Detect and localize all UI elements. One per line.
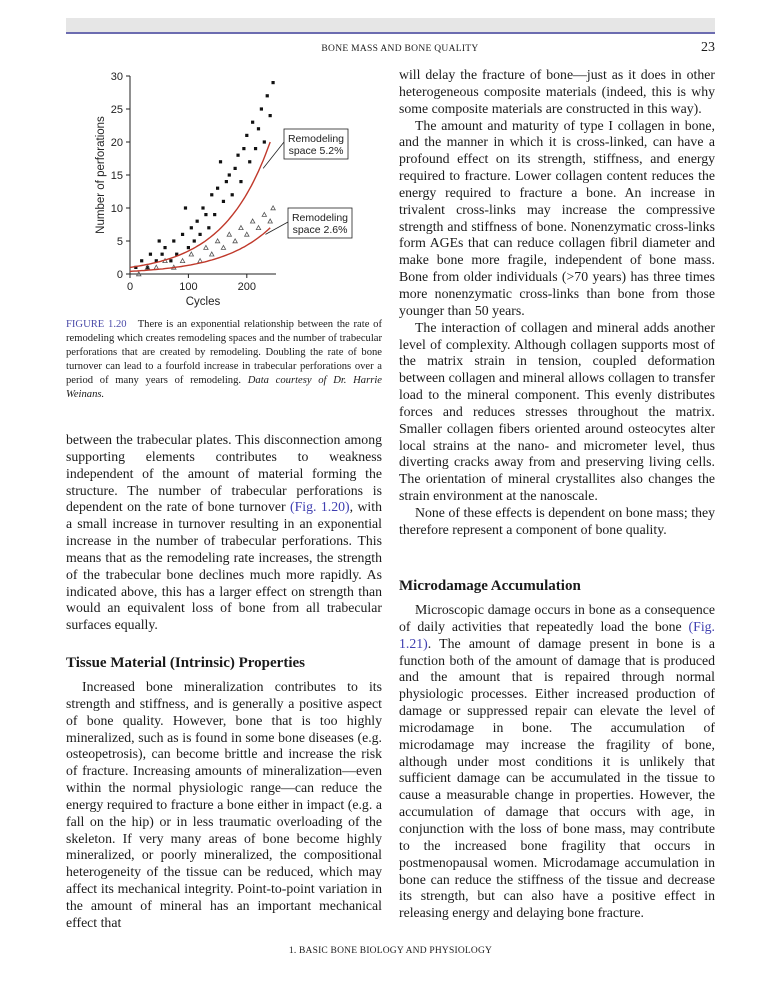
data-point-triangle — [221, 245, 225, 249]
right-paragraph-5-text: Microscopic damage occurs in bone as a consequence of daily activities that repeatedly load the bone — [399, 602, 715, 634]
left-column — [66, 432, 382, 634]
data-point-square — [193, 239, 196, 242]
data-point-square — [219, 160, 222, 163]
right-paragraph-5 — [399, 602, 715, 922]
data-point-square — [184, 206, 187, 209]
running-head: BONE MASS AND BONE QUALITY — [321, 44, 479, 54]
right-column-lower — [399, 602, 715, 922]
data-point-square — [196, 220, 199, 223]
data-point-triangle — [180, 259, 184, 263]
data-point-square — [190, 226, 193, 229]
data-point-square — [266, 94, 269, 97]
y-tick-label: 30 — [110, 71, 123, 83]
data-point-triangle — [227, 232, 231, 236]
data-point-square — [198, 233, 201, 236]
data-point-square — [225, 180, 228, 183]
data-point-square — [158, 239, 161, 242]
perforations-scatter-chart — [66, 64, 386, 314]
data-point-triangle — [233, 239, 237, 243]
data-point-square — [181, 233, 184, 236]
data-point-square — [248, 160, 251, 163]
annotation-leader — [263, 142, 284, 168]
data-point-square — [172, 239, 175, 242]
data-point-square — [260, 107, 263, 110]
right-paragraph-2: The amount and maturity of type I collagen in bone, and the manner in which it is cross-linked, can have a profound effect on its strength, stiffness, and energy required to fracture. Lower collagen content reduces the energy required to fracture a bone. An increase in trivalent cross-links may increase the compressive strength and stiffness of bone. Nonenzymatic cross-links form AGEs that can reduce collagen fibril diameter and make bone more fragile, independent of bone mass. Bone from older individuals (>70 years) has three times more nonenzymatic cross-links than bone from those younger than 50 years. — [399, 117, 715, 318]
annotation-label-line1: Remodeling — [287, 133, 345, 145]
data-point-square — [163, 246, 166, 249]
left-paragraph-1-end: , with a small increase in turnover resulting in an exponential increase in the number of trabecular perforations. This means that as the remodeling rate increases, the strength of the trabecular bone declines much more rapidly. As indicated above, this has a larger effect on strength than would an equivalent loss of bone from all trabecular surfaces equally. — [66, 499, 382, 633]
data-point-square — [234, 167, 237, 170]
right-paragraph-1: will delay the fracture of bone—just as it does in other heterogeneous composite materials (indeed, this is why some composite materials are constructed in this way). — [399, 67, 715, 116]
annotation-label-line2: space 2.6% — [292, 224, 348, 236]
data-point-square — [269, 114, 272, 117]
figure-label: FIGURE 1.20 — [66, 319, 127, 330]
data-point-triangle — [271, 206, 275, 210]
annotation-label-line2: space 5.2% — [288, 145, 344, 157]
header-band — [66, 18, 715, 32]
data-point-triangle — [256, 226, 260, 230]
fig-1-21-link[interactable]: (Fig. 1.21) — [399, 618, 715, 651]
y-tick-label: 15 — [110, 170, 123, 182]
y-tick-label: 5 — [116, 236, 123, 248]
data-point-square — [231, 193, 234, 196]
caption-credit: Data courtesy of Dr. Harrie Weinans. — [66, 375, 382, 401]
data-point-square — [242, 147, 245, 150]
data-point-triangle — [154, 265, 158, 269]
x-tick-label: 200 — [237, 281, 256, 293]
x-tick-label: 0 — [126, 281, 134, 293]
data-point-square — [187, 246, 190, 249]
figure-caption — [66, 318, 382, 403]
data-point-triangle — [239, 226, 243, 230]
data-point-square — [254, 147, 257, 150]
data-point-triangle — [210, 252, 214, 256]
left-paragraph-1 — [66, 432, 382, 634]
caption-text: There is an exponential relationship between the rate of remodeling which creates remodeling spaces and the number of trabecular perforations that are created by remodeling. Doubling the rate of bone turnover can lead to a fourfold increase in trabecular perforations over a period of many years of remodeling. — [66, 319, 382, 387]
left-paragraph-1-text: between the trabecular plates. This disconnection among supporting elements contributes to weakness independent of the amount of material forming the structure. The number of trabecular perforations is dependent on the rate of bone turnover — [66, 432, 382, 515]
data-point-square — [207, 226, 210, 229]
data-point-square — [201, 206, 204, 209]
data-point-square — [204, 213, 207, 216]
x-tick-label: 100 — [179, 281, 198, 293]
page-number: 23 — [701, 40, 715, 55]
data-point-triangle — [250, 219, 254, 223]
data-point-square — [149, 253, 152, 256]
data-point-triangle — [268, 219, 272, 223]
left-column-lower — [66, 679, 382, 932]
data-point-square — [222, 200, 225, 203]
y-tick-label: 20 — [110, 137, 123, 149]
y-axis-label: Number of perforations — [95, 116, 107, 234]
right-column — [399, 67, 715, 539]
data-point-square — [245, 134, 248, 137]
data-point-triangle — [189, 252, 193, 256]
data-point-square — [216, 187, 219, 190]
data-point-square — [228, 173, 231, 176]
annotation-label-line1: Remodeling — [291, 212, 349, 224]
data-point-square — [263, 140, 266, 143]
data-point-square — [271, 81, 274, 84]
y-tick-label: 0 — [116, 269, 123, 281]
data-point-square — [239, 180, 242, 183]
right-paragraph-5-end: . The amount of damage present in bone is a function both of the amount of damage that is produced and the amount that is repaired through normal physiologic processes. Either increased production of damage or suppressed repair can elevate the level of microdamage in bone. The accumulation of microdamage may increase the fragility of bone, although under most conditions it is unlikely that sufficient damage can be accumulated in the tissue to cause a measurable change in properties. However, the accumulation of damage that occurs with age, in conjunction with the loss of bone mass, may contribute to the increased bone fragility that occurs in postmenopausal women. Microdamage accumulation in bone can reduce the stiffness of the tissue and decrease its strength, but can also have a positive effect in releasing energy and delaying bone fracture. — [399, 635, 715, 921]
page-footer: 1. BASIC BONE BIOLOGY AND PHYSIOLOGY — [288, 946, 493, 956]
fig-1-20-link[interactable]: (Fig. 1.20) — [289, 499, 350, 515]
y-tick-label: 10 — [110, 203, 123, 215]
right-paragraph-4: None of these effects is dependent on bone mass; they therefore represent a component of bone quality. — [399, 504, 715, 537]
data-point-triangle — [204, 245, 208, 249]
section-heading-tissue-material: Tissue Material (Intrinsic) Properties — [66, 655, 305, 671]
data-point-square — [140, 259, 143, 262]
data-point-square — [213, 213, 216, 216]
data-point-triangle — [262, 212, 266, 216]
x-axis-label: Cycles — [185, 296, 221, 308]
right-paragraph-3: The interaction of collagen and mineral adds another level of complexity. Although collagen supports most of the matrix strain in tension, coupled deformation between collagen and mineral allows collagen to transfer load to the mineral component. This evenly distributes forces and reduces stresses throughout the matrix. Smaller collagen fibers oriented around osteocytes alter local strains at the nano- and micrometer level, thus diverting cracks away from and preserving living cells. The orientation of mineral crystallites also changes the strain environment at the nanoscale. — [399, 319, 715, 504]
y-tick-label: 25 — [110, 104, 123, 116]
header-rule — [66, 32, 715, 34]
data-point-square — [257, 127, 260, 130]
data-point-triangle — [215, 239, 219, 243]
section-heading-microdamage: Microdamage Accumulation — [399, 578, 581, 594]
data-point-square — [236, 154, 239, 157]
data-point-square — [161, 253, 164, 256]
data-point-square — [169, 259, 172, 262]
data-point-triangle — [245, 232, 249, 236]
figure-1-20 — [66, 64, 386, 324]
data-point-square — [210, 193, 213, 196]
left-paragraph-2: Increased bone mineralization contributes to its strength and stiffness, and is generally a positive aspect of bone quality. However, bone that is too highly mineralized, such as is found in some bone diseases (e.g. osteopetrosis), can become brittle and increase the risk of fracture. Increasing amounts of mineralization—even within the normal physiologic range—can reduce the energy required to fracture a bone either in impact (e.g. a fall on the hip) or in less traumatic overloading of the skeleton. If very many areas of bone become highly mineralized, or poorly mineralized, the compositional heterogeneity of the tissue can be reduced, which may affect its mechanical integrity. Point-to-point variation in the amount of mineral has an important mechanical effect that — [66, 679, 382, 930]
data-point-square — [251, 121, 254, 124]
